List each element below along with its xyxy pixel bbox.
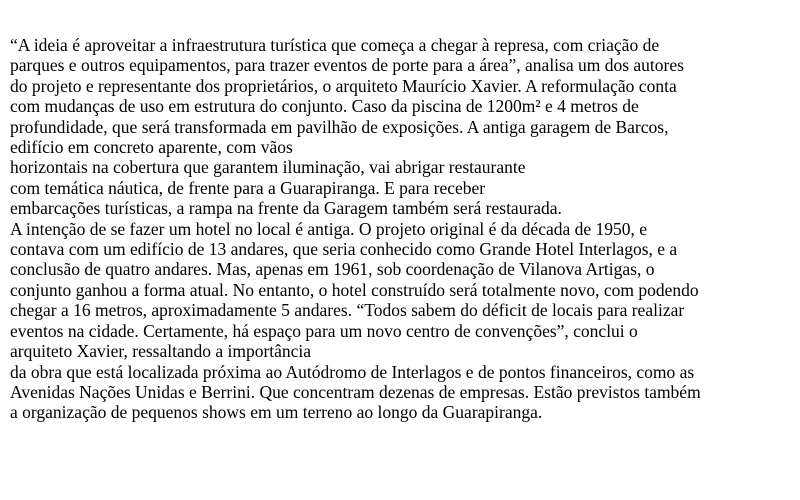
text-line: da obra que está localizada próxima ao Autódromo de Interlagos e de pontos financeiros, como as: [10, 361, 695, 382]
text-line: a organização de pequenos shows em um terreno ao longo da Guarapiranga.: [10, 402, 543, 423]
text-line: parques e outros equipamentos, para trazer eventos de porte para a área”, analisa um dos autores: [10, 55, 684, 76]
text-line: profundidade, que será transformada em pavilhão de exposições. A antiga garagem de Barcos,: [10, 116, 669, 137]
document-body: [10, 35, 795, 423]
text-line: arquiteto Xavier, ressaltando a importância: [10, 341, 312, 362]
text-line: horizontais na cobertura que garantem iluminação, vai abrigar restaurante: [10, 157, 526, 178]
text-line: edifício em concreto aparente, com vãos: [10, 137, 293, 158]
text-line: conjunto ganhou a forma atual. No entanto, o hotel construído será totalmente novo, com podendo: [10, 279, 699, 300]
text-line: com mudanças de uso em estrutura do conjunto. Caso da piscina de 1200m² e 4 metros de: [10, 96, 639, 117]
text-line: embarcações turísticas, a rampa na frente da Garagem também será restaurada.: [10, 198, 562, 219]
text-line: “A ideia é aproveitar a infraestrutura turística que começa a chegar à represa, com criação de: [10, 35, 660, 55]
text-line: A intenção de se fazer um hotel no local é antiga. O projeto original é da década de 1950, e: [10, 218, 648, 239]
text-line: Avenidas Nações Unidas e Berrini. Que concentram dezenas de empresas. Estão previstos também: [10, 381, 701, 402]
text-line: com temática náutica, de frente para a Guarapiranga. E para receber: [10, 177, 486, 198]
text-line: do projeto e representante dos proprietários, o arquiteto Maurício Xavier. A reformulação conta: [10, 75, 677, 96]
text-line: conclusão de quatro andares. Mas, apenas em 1961, sob coordenação de Vilanova Artigas, o: [10, 259, 655, 280]
text-line: contava com um edifício de 13 andares, que seria conhecido como Grande Hotel Interlagos, e a: [10, 239, 678, 260]
text-line: chegar a 16 metros, aproximadamente 5 andares. “Todos sabem do déficit de locais para realizar: [10, 300, 685, 321]
text-line: eventos na cidade. Certamente, há espaço para um novo centro de convenções”, conclui o: [10, 320, 638, 341]
